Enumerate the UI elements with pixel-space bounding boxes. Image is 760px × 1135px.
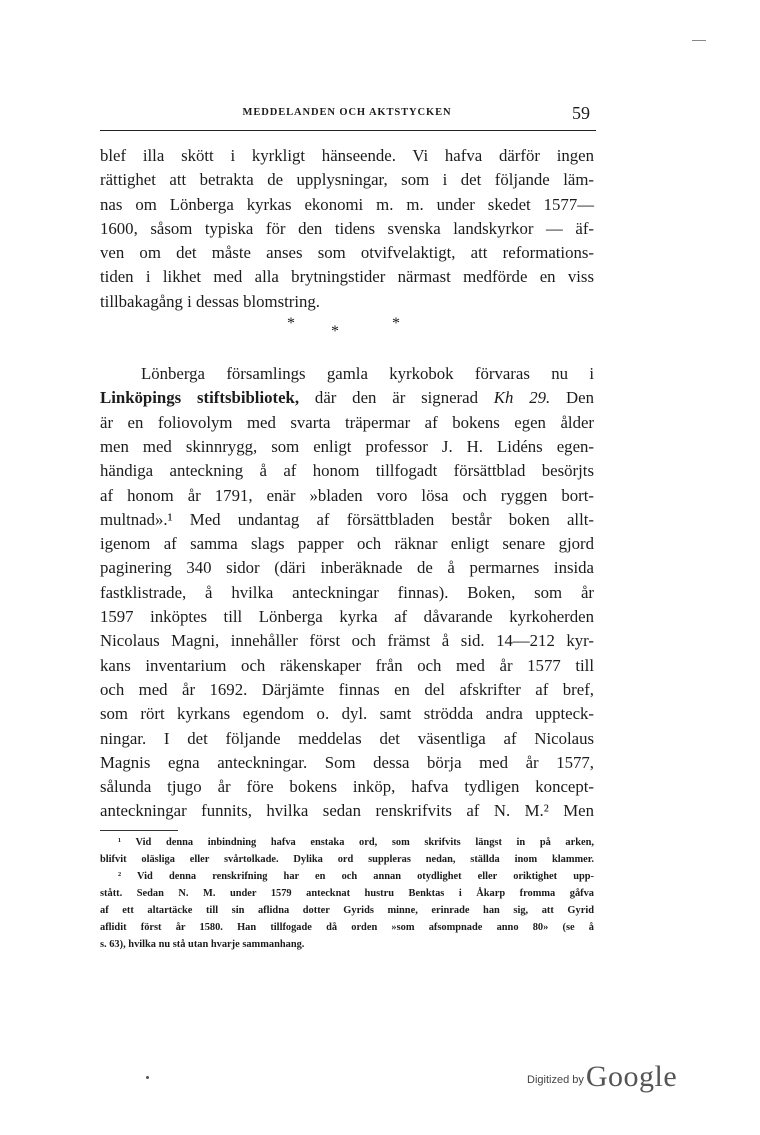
footnote-line: ² Vid denna renskrifning har en och annan otydlighet eller oriktighet upp- (118, 871, 594, 882)
library-name: Linköpings stiftsbibliotek, (100, 388, 300, 408)
text-fragment: Den (550, 388, 594, 408)
header-rule (100, 130, 596, 131)
watermark-caption: Digitized by (527, 1074, 584, 1086)
text-line: multnad».¹ Med undantag af försättbladen består boken allt- (100, 509, 594, 529)
text-line: 1597 inköptes till Lönberga kyrka af dåvarande kyrkoherden (100, 607, 594, 627)
text-line: sålunda tjugo år före bokens inköp, hafva tydligen koncept- (100, 777, 594, 797)
body-text (100, 144, 594, 824)
footnote-1 (100, 834, 594, 868)
footnote-line: af ett altartäcke till sin aflidna dotter Gyrids minne, erinrade han sig, att Gyrid (100, 905, 594, 916)
text-line: paginering 340 sidor (däri inberäknade de å permarnes insida (100, 558, 594, 578)
text-line: anteckningar funnits, hvilka sedan renskrifvits af N. M.² Men (100, 801, 594, 821)
footnote-2 (100, 868, 594, 953)
footnotes (100, 834, 594, 953)
separator-star: * (392, 315, 400, 333)
text-line: händiga anteckning å af honom tillfogadt försättblad besörjts (100, 461, 594, 481)
footnote-line: stått. Sedan N. M. under 1579 antecknat hustru Benktas i Åkarp fromma gåfva (100, 888, 594, 899)
text-line: och med år 1692. Därjämte finnas en del afskrifter af bref, (100, 679, 594, 699)
text-line: blef illa skött i kyrkligt hänseende. Vi hafva därför ingen (100, 146, 594, 165)
text-fragment: där den är signerad (299, 388, 494, 408)
section-separator (100, 314, 594, 362)
text-line: Nicolaus Magni, innehåller först och främst å sid. 14—212 kyr- (100, 631, 594, 651)
scan-mark (692, 40, 706, 41)
text-line-mixed (100, 386, 594, 410)
page-header (100, 103, 594, 129)
footnote-line: ¹ Vid denna inbindning hafva enstaka ord, som skrifvits längst in på arken, (118, 837, 594, 848)
scan-speck (146, 1076, 149, 1079)
text-line: tillbakagång i dessas blomstring. (100, 291, 320, 311)
text-line: är en foliovolym med svarta träpermar af bokens egen ålder (100, 412, 594, 432)
text-line: som rört kyrkans egendom o. dyl. samt strödda andra uppteck- (100, 704, 594, 724)
text-line: 1600, såsom typiska för den tidens svenska landskyrkor — äf- (100, 218, 594, 238)
text-line: Magnis egna anteckningar. Som dessa börja med år 1577, (100, 752, 594, 772)
running-title: MEDDELANDEN OCH AKTSTYCKEN (242, 107, 452, 118)
text-line: kans inventarium och räkenskaper från och med år 1577 till (100, 655, 594, 675)
page-number: 59 (572, 103, 590, 123)
text-line: men med skinnrygg, som enligt professor J. H. Lidéns egen- (100, 436, 594, 456)
text-line: tiden i likhet med alla brytningstider närmast medförde en viss (100, 267, 594, 287)
paragraph-2 (100, 362, 594, 824)
signature-code: Kh 29. (493, 388, 551, 408)
text-line: nas om Lönberga kyrkas ekonomi m. m. under skedet 1577— (100, 194, 594, 214)
digitized-watermark (527, 1054, 677, 1094)
paragraph-1 (100, 144, 594, 314)
text-line: ningar. I det följande meddelas det väsentliga af Nicolaus (100, 728, 594, 748)
google-logo: Google (585, 1060, 678, 1093)
text-line: af honom år 1791, enär »bladen voro lösa och ryggen bort- (100, 485, 594, 505)
text-line: fastklistrade, å hvilka anteckningar finnas). Boken, som år (100, 582, 594, 602)
footnote-rule (100, 830, 178, 831)
text-line: rättighet att betrakta de upplysningar, som i det följande läm- (100, 170, 594, 190)
separator-star: * (331, 323, 339, 341)
footnote-line: blifvit oläsliga eller svårtolkade. Dylika ord suppleras nedan, ställda inom klammer. (100, 854, 594, 865)
separator-star: * (287, 315, 295, 333)
text-line: igenom af samma slags papper och räknar enligt senare gjord (100, 534, 594, 554)
text-line: ven om det måste anses som otvifvelaktigt, att reformations- (100, 243, 594, 263)
footnote-line: aflidit först år 1580. Han tillfogade då orden »som afsompnade anno 80» (se å (100, 922, 594, 933)
footnote-line: s. 63), hvilka nu stå utan hvarje sammanhang. (100, 939, 305, 950)
text-line: Lönberga församlings gamla kyrkobok förvaras nu i (141, 364, 594, 384)
